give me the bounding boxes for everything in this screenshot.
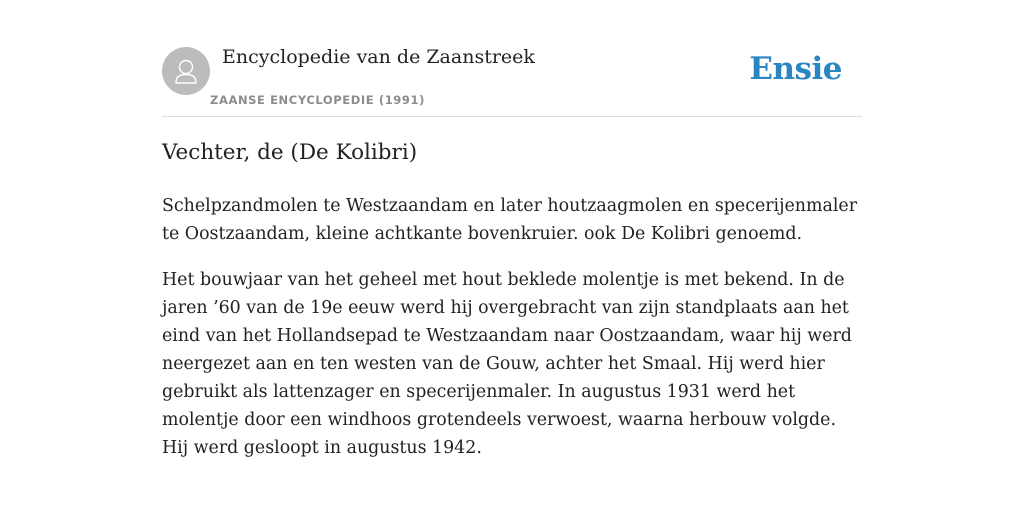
brand-logo[interactable]: Ensie xyxy=(749,51,842,87)
avatar[interactable] xyxy=(162,47,210,95)
source-label: ZAANSE ENCYCLOPEDIE (1991) xyxy=(210,93,425,107)
article-paragraph: Het bouwjaar van het geheel met hout beklede molentje is met bekend. In de jaren ’60 van de 19e eeuw werd hij overgebracht van zijn standplaats aan het eind van het Hollandsepad te Westzaandam naar Oostzaandam, waar hij werd neergezet aan en ten westen van de Gouw, achter het Smaal. Hij werd hier gebruikt als lattenzager en specerijenmaler. In augustus 1931 werd het molentje door een windhoos grotendeels verwoest, waarna herbouw volgde. Hij werd gesloopt in augustus 1942. xyxy=(162,270,852,458)
user-icon xyxy=(162,47,210,95)
header xyxy=(162,44,862,117)
page-title: Vechter, de (De Kolibri) xyxy=(162,140,418,165)
site-name-link[interactable]: Encyclopedie van de Zaanstreek xyxy=(222,46,535,68)
article-paragraph: Schelpzandmolen te Westzaandam en later houtzaagmolen en specerijenmaler te Oostzaandam, kleine achtkante bovenkruier. ook De Kolibri genoemd. xyxy=(162,196,858,244)
article-body xyxy=(162,192,866,480)
